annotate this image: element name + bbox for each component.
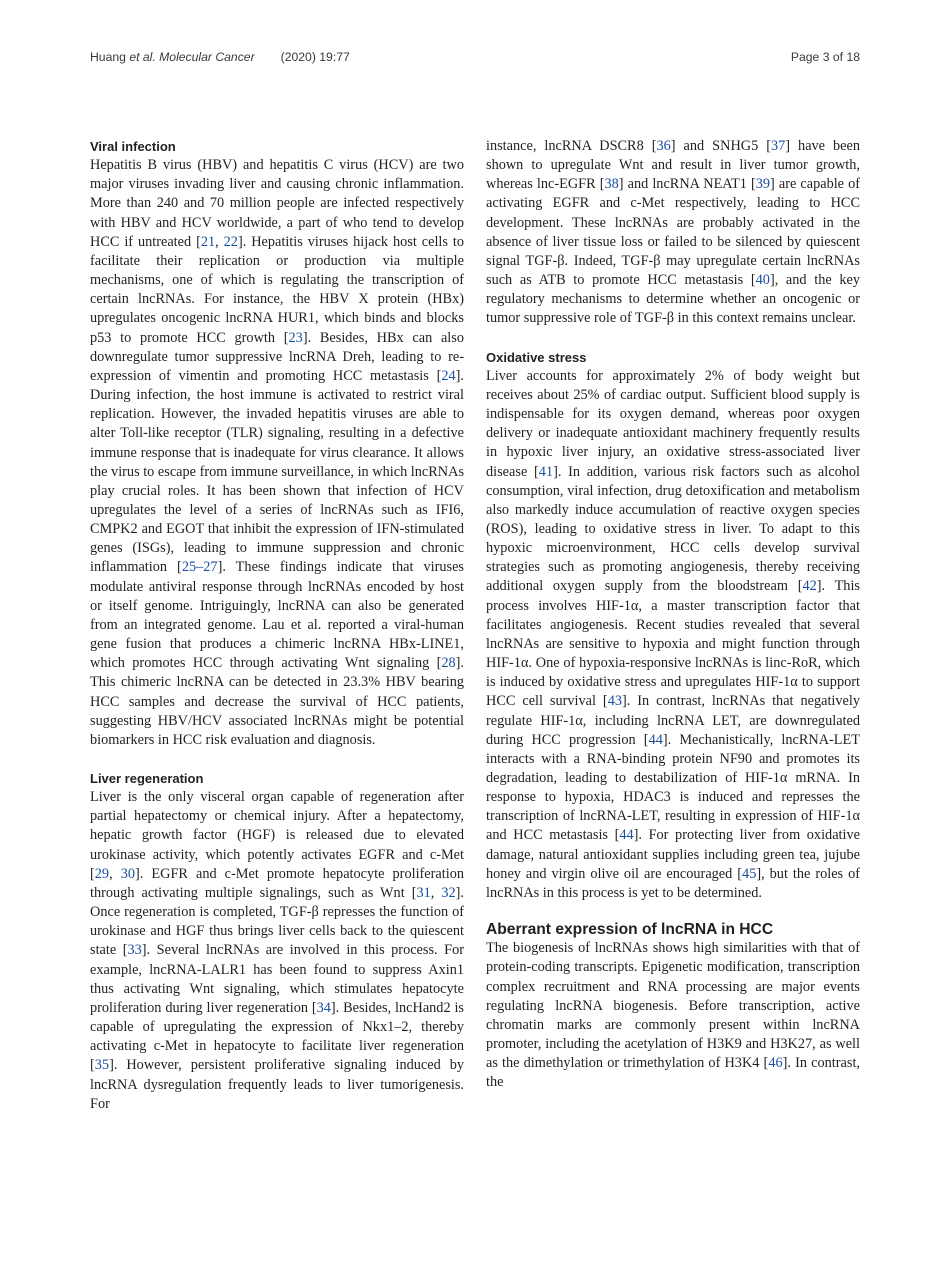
header-year: (2020) 19:77 bbox=[280, 50, 350, 64]
citation-link[interactable]: 44 bbox=[648, 731, 663, 748]
paragraph-viral-infection: Hepatitis B virus (HBV) and hepatitis C virus (HCV) are two major viruses invading liver and causing chronic inflammation. More than 240 and 70 million people are infected respectively with HBV and HCV worldwide, a part of who tend to develop HCC if untreated [21, 22]. Hepatitis viruses hijack host cells to facilitate their replication or production via multiple mechanisms, one of which is regulating the transcription of certain lncRNAs. For instance, the HBV X protein (HBx) upregulates oncogenic lncRNA HUR1, which binds and blocks p53 to promote HCC growth [23]. Besides, HBx can also downregulate tumor suppressive lncRNA Dreh, leading to re-expression of vimentin and promoting HCC metastasis [24]. During infection, the host immune is activated to restrict viral replication. However, the invaded hepatitis viruses are able to alter Toll-like receptor (TLR) signaling, resulting in a defective immune response that is inadequate for virus clearance. It allows the virus to escape from immune surveillance, in which lncRNAs play crucial roles. It has been shown that infection of HCV upregulates the level of a series of lncRNAs such as IFI6, CMPK2 and EGOT that inhibit the expression of IFN-stimulated genes (ISGs), leading to immune suppression and chronic inflammation [25–27]. These findings indicate that viruses modulate antiviral response through lncRNAs encoded by host or itself genome. Intriguingly, lncRNA can also be generated from an integrated genome. Lau et al. reported a viral-human gene fusion that produces a chimeric lncRNA HBx-LINE1, which promotes HCC through activating Wnt signaling [28]. This chimeric lncRNA can be detected in 23.3% HBV bearing HCC samples and decrease the survival of HCC patients, suggesting HBV/HCV associated lncRNAs might be potential biomarkers in HCC risk evaluation and diagnosis. bbox=[90, 157, 465, 748]
heading-liver-regeneration: Liver regeneration bbox=[90, 771, 204, 786]
citation-link[interactable]: 44 bbox=[619, 827, 634, 844]
running-header bbox=[90, 50, 860, 68]
header-authors: Huang bbox=[90, 50, 130, 64]
citation-link[interactable]: 36 bbox=[656, 138, 671, 154]
left-column bbox=[90, 137, 464, 1114]
citation-link[interactable]: 22 bbox=[223, 233, 238, 250]
paragraph-continuation: instance, lncRNA DSCR8 [36] and SNHG5 [37] have been shown to upregulate Wnt and result in liver tumor growth, whereas lnc-EGFR [38] and lncRNA NEAT1 [39] are capable of activating EGFR and c-Met respectively, leading to HCC development. These lncRNAs are probably activated in the absence of liver tissue loss or failed to be silenced by quiescent signal TGF-β. Indeed, TGF-β may upregulate certain lncRNAs such as ATB to promote HCC metastasis [40], and the key regulatory mechanisms to determine whether an oncogenic or tumor suppressive role of TGF-β in this context remains unclear. bbox=[486, 138, 861, 327]
header-citation bbox=[90, 50, 350, 64]
heading-aberrant-expression: Aberrant expression of lncRNA in HCC bbox=[486, 921, 774, 939]
citation-link[interactable]: 25–27 bbox=[181, 559, 218, 576]
header-et-al: et al. bbox=[129, 50, 156, 64]
right-column bbox=[486, 137, 860, 1093]
heading-viral-infection: Viral infection bbox=[90, 139, 176, 154]
citation-link[interactable]: 45 bbox=[742, 865, 757, 882]
citation-link[interactable]: 40 bbox=[755, 272, 770, 289]
header-journal: Molecular Cancer bbox=[155, 50, 255, 64]
citation-link[interactable]: 24 bbox=[441, 367, 456, 384]
citation-link[interactable]: 37 bbox=[771, 138, 786, 154]
citation-link[interactable]: 31 bbox=[416, 884, 431, 901]
citation-link[interactable]: 41 bbox=[538, 463, 554, 480]
paragraph-oxidative-stress: Liver accounts for approximately 2% of body weight but receives about 25% of cardiac output. Sufficient blood supply is indispensable for its oxygen demand, whereas poor oxygen delivery or inadequate antioxidant machinery frequently results in hypoxic liver injury, an oxidative stress-associated liver disease [41]. In addition, various risk factors such as alcohol consumption, viral infection, drug detoxification and metabolism also markedly induce accumulation of reactive oxygen species (ROS), leading to oxidative stress in liver. To adapt to this hypoxic microenvironment, HCC cells develop survival strategies such as promoting angiogenesis, thereby receiving additional oxygen supply from the bloodstream [42]. This process involves HIF-1α, a master transcription factor that facilitates angiogenesis. Recent studies revealed that several lncRNAs are sensitive to hypoxia and might function through HIF-1α. One of hypoxia-responsive lncRNAs is linc-RoR, which is induced by oxidative stress and upregulates HIF-1α to support HCC cell survival [43]. In contrast, lncRNAs that negatively regulate HIF-1α, including lncRNA LET, are downregulated during HCC progression [44]. Mechanistically, lncRNA-LET interacts with a RNA-binding protein NF90 and promotes its degradation, leading to destabilization of HIF-1α mRNA. In response to hypoxia, HDAC3 is induced and represses the transcription of lncRNA-LET, resulting in expression of HIF-1α and HCC metastasis [44]. For protecting liver from oxidative damage, natural antioxidant supplies including green tea, jujube honey and virgin olive oil are encouraged [45], but the roles of lncRNAs in this process is yet to be determined. bbox=[486, 367, 861, 901]
citation-link[interactable]: 35 bbox=[94, 1057, 110, 1074]
citation-link[interactable]: 42 bbox=[802, 578, 817, 595]
paragraph-liver-regeneration: Liver is the only visceral organ capable of regeneration after partial hepatectomy or chemical injury. After a hepatectomy, hepatic growth factor (HGF) is released due to elevated urokinase activity, which potently activates EGFR and c-Met [29, 30]. EGFR and c-Met promote hepatocyte proliferation through activating multiple signalings, such as Wnt [31, 32]. Once regeneration is completed, TGF-β represses the function of urokinase and HGF thus brings liver cells back to the quiescent state [33]. Several lncRNAs are involved in this process. For example, lncRNA-LALR1 has been found to suppress Axin1 thus activating Wnt signaling, which stimulates hepatocyte proliferation during liver regeneration [34]. Besides, lncHand2 is capable of upregulating the expression of Nkx1–2, thereby activating c-Met in hepatocyte to facilitate liver regeneration [35]. However, persistent proliferative signaling induced by lncRNA dysregulation frequently leads to liver tumorigenesis. For bbox=[90, 789, 464, 1112]
header-page-number: Page 3 of 18 bbox=[790, 50, 860, 64]
citation-link[interactable]: 38 bbox=[604, 176, 619, 193]
citation-link[interactable]: 43 bbox=[607, 693, 622, 710]
citation-link[interactable]: 34 bbox=[316, 999, 331, 1016]
citation-link[interactable]: 21 bbox=[200, 233, 216, 250]
citation-link[interactable]: 30 bbox=[120, 865, 135, 882]
citation-link[interactable]: 29 bbox=[94, 865, 110, 882]
citation-link[interactable]: 46 bbox=[768, 1055, 783, 1072]
citation-link[interactable]: 23 bbox=[288, 329, 303, 346]
heading-oxidative-stress: Oxidative stress bbox=[486, 349, 587, 365]
citation-link[interactable]: 32 bbox=[441, 884, 456, 901]
citation-link[interactable]: 33 bbox=[127, 942, 142, 959]
citation-link[interactable]: 28 bbox=[441, 655, 456, 672]
citation-link[interactable]: 39 bbox=[755, 176, 771, 193]
paragraph-aberrant-expression: The biogenesis of lncRNAs shows high similarities with that of protein-coding transcripts. Epigenetic modification, transcription complex recruitment and RNA processing are major events regulating lncRNA biogenesis. Before transcription, active chromatin marks are commonly present within lncRNA promoter, including the acetylation of H3K9 and H3K27, as well as the dimethylation or trimethylation of H3K4 [46]. In contrast, the bbox=[486, 940, 860, 1091]
